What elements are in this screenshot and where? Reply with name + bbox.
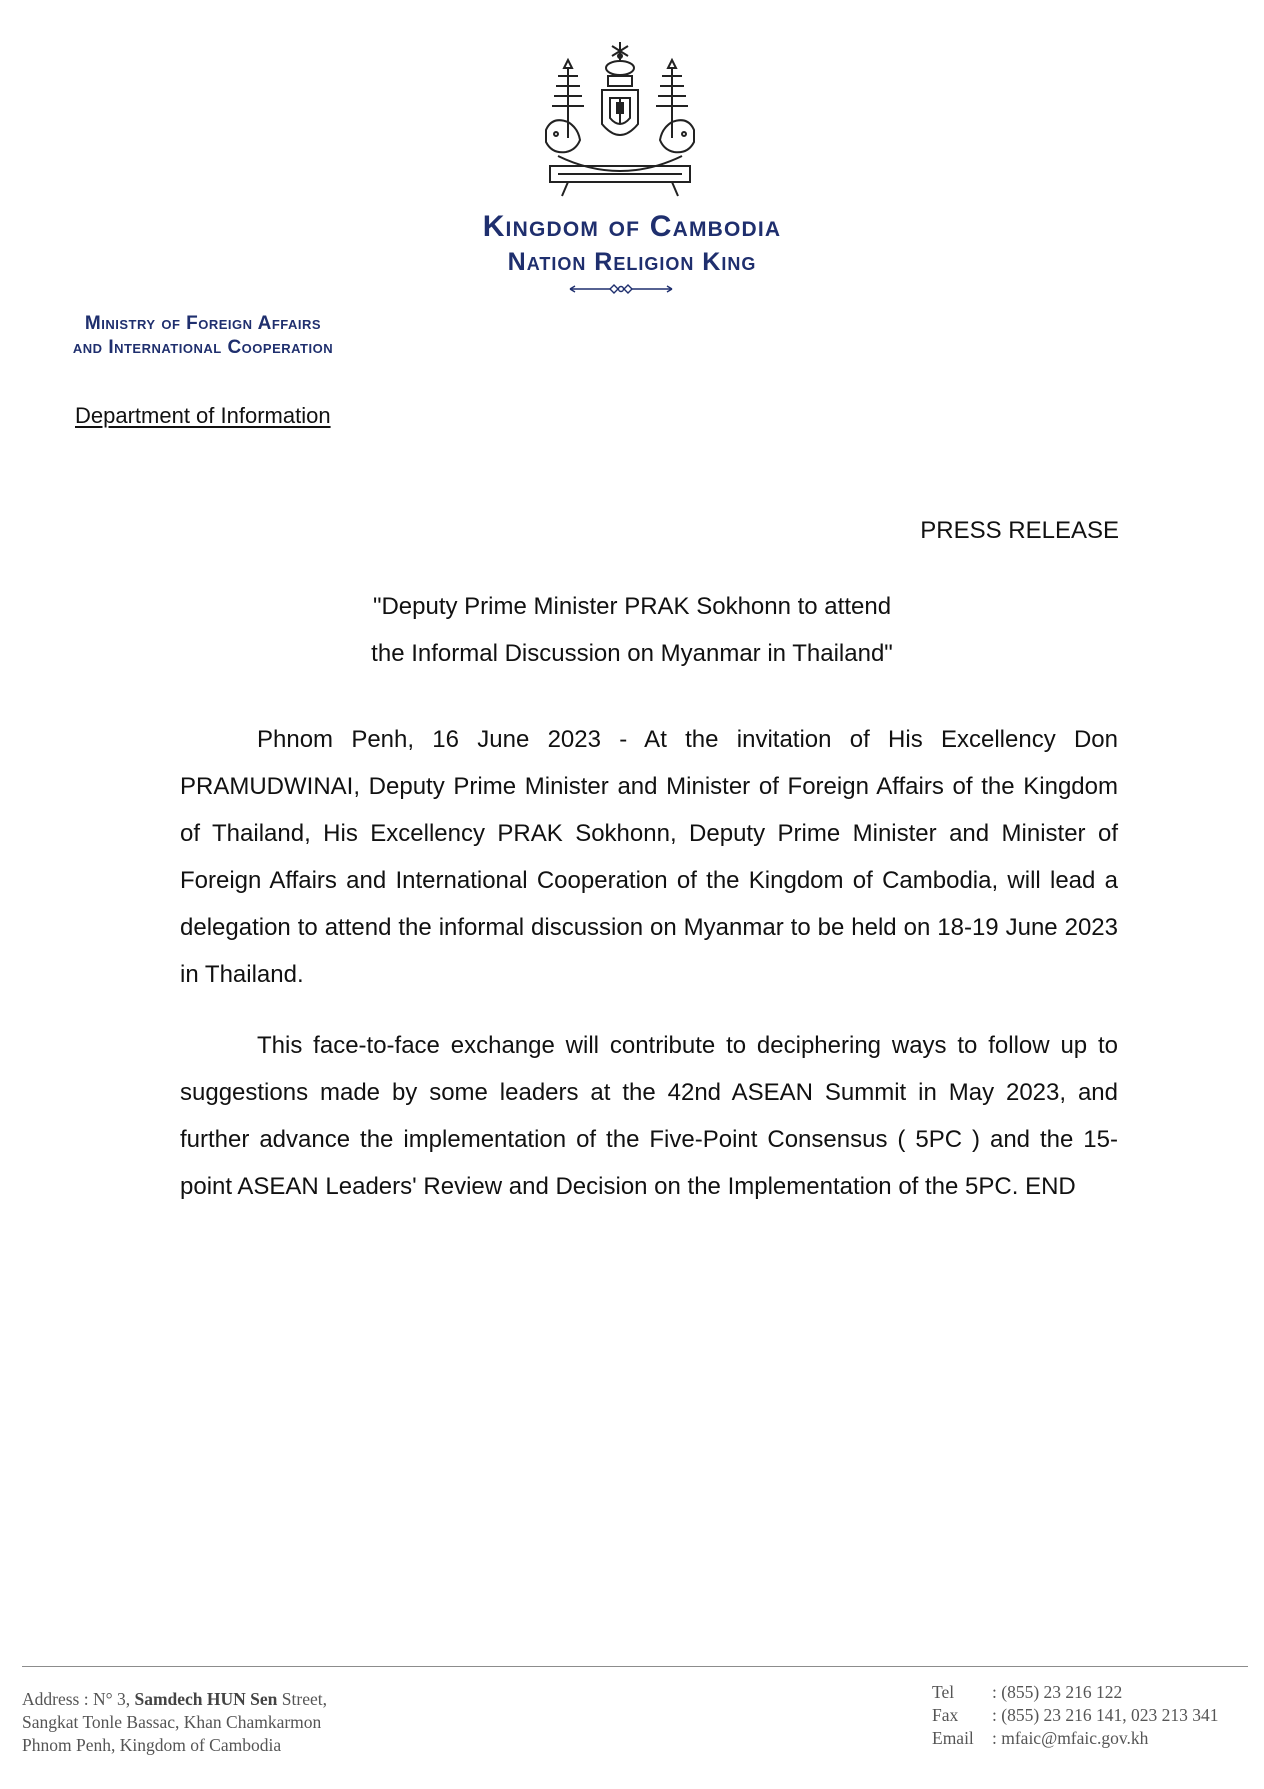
press-release-label: PRESS RELEASE [920,517,1119,544]
footer-address [22,1688,327,1757]
fax-row [932,1704,1219,1727]
fax-value: : (855) 23 216 141, 023 213 341 [992,1705,1219,1725]
address-line-2: Sangkat Tonle Bassac, Khan Chamkarmon [22,1712,322,1732]
body-paragraph-2-block [180,1022,1118,1210]
email-row [932,1727,1219,1750]
body-paragraph-2: This face-to-face exchange will contribute to deciphering ways to follow up to suggestions made by some leaders at the 42nd ASEAN Summit in May 2023, and further advance the implementation of the Five-Point Consensus ( 5PC ) and the 15-point ASEAN Leaders' Review and Decision on the Implementation of the 5PC. END [180,1032,1118,1200]
address-street-suffix: Street, [281,1689,327,1709]
ministry-line-1: Ministry of Foreign Affairs [84,313,322,334]
footer-contact [932,1681,1219,1750]
headline [0,583,1264,677]
body-paragraph-1-block [180,716,1118,998]
email-value: : mfaic@mfaic.gov.kh [992,1728,1149,1748]
address-line-1 [22,1688,327,1711]
headline-line-1: "Deputy Prime Minister PRAK Sokhonn to attend [372,593,892,620]
fax-label: Fax [932,1705,959,1725]
department-label: Department of Information [75,403,331,428]
kingdom-motto: Nation Religion King [507,248,757,276]
headline-line-2: the Informal Discussion on Myanmar in Thailand" [371,640,893,667]
address-label: Address : N° 3, [22,1689,131,1709]
tel-row [932,1681,1219,1704]
tel-value: : (855) 23 216 122 [992,1682,1123,1702]
ornament-divider-icon [566,283,676,295]
royal-arms-emblem-icon [528,38,713,203]
ministry-name [22,312,384,360]
body-paragraph-1: Phnom Penh, 16 June 2023 - At the invitation of His Excellency Don PRAMUDWINAI, Deputy Prime Minister and Minister of Foreign Affairs of the Kingdom of Thailand, His Excellency PRAK Sokhonn, Deputy Prime Minister and Minister of Foreign Affairs and International Cooperation of the Kingdom of Cambodia, will lead a delegation to attend the informal discussion on Myanmar to be held on 18-19 June 2023 in Thailand. [180,726,1118,988]
email-label: Email [932,1728,974,1748]
ministry-line-2: and International Cooperation [72,337,334,358]
tel-label: Tel [932,1682,955,1702]
footer-divider [22,1666,1248,1667]
address-street-name: Samdech HUN Sen [134,1689,278,1709]
kingdom-title: Kingdom of Cambodia [482,210,782,243]
address-line-3: Phnom Penh, Kingdom of Cambodia [22,1735,282,1755]
